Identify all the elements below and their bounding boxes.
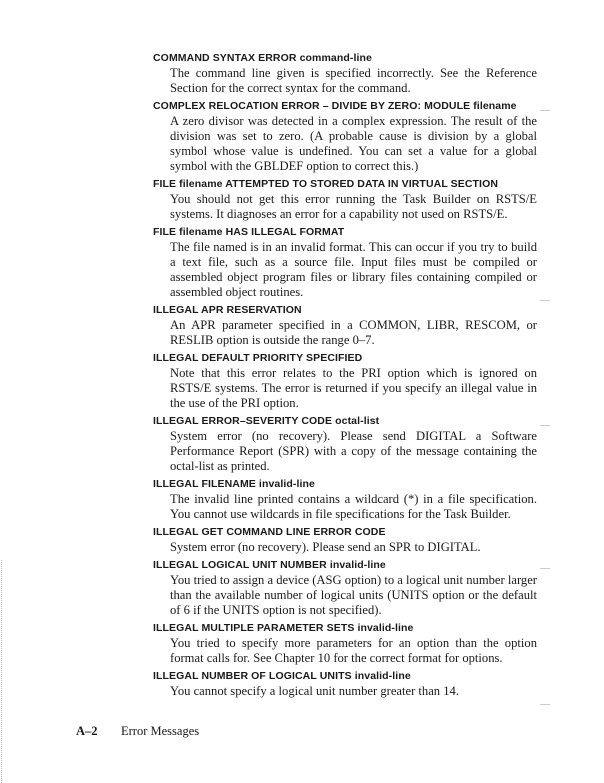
- error-entry: [153, 351, 538, 411]
- error-entry: [153, 669, 538, 699]
- section-title: Error Messages: [121, 724, 200, 738]
- error-entry: [153, 225, 538, 300]
- error-entry: [153, 621, 538, 666]
- error-description: You should not get this error running the Task Builder on RSTS/E systems. It diagnoses an error for a capability not used on RSTS/E.: [170, 192, 537, 221]
- error-heading: COMPLEX RELOCATION ERROR – DIVIDE BY ZERO: MODULE filename: [153, 100, 517, 112]
- error-description: System error (no recovery). Please send DIGITAL a Software Performance Report (SPR) with a copy of the message containing the octal-list as printed.: [170, 429, 537, 473]
- page-number: A–2: [76, 724, 98, 738]
- scan-edge: [1, 560, 3, 783]
- margin-mark: [540, 425, 550, 426]
- error-heading: FILE filename HAS ILLEGAL FORMAT: [153, 226, 345, 238]
- error-heading: ILLEGAL MULTIPLE PARAMETER SETS invalid-line: [153, 622, 414, 634]
- error-message-list: [153, 51, 538, 702]
- error-description: The file named is in an invalid format. This can occur if you try to build a text file, such as a source file. Input files must be compiled or assembled object program files or library files containing compiled or assembled object routines.: [170, 240, 537, 299]
- error-description: You tried to specify more parameters for an option than the option format calls for. See Chapter 10 for the correct format for options.: [170, 636, 537, 665]
- margin-mark: [540, 568, 550, 569]
- error-heading: FILE filename ATTEMPTED TO STORED DATA IN VIRTUAL SECTION: [153, 178, 499, 190]
- error-entry: [153, 525, 538, 555]
- error-description: The invalid line printed contains a wildcard (*) in a file specification. You cannot use wildcards in file specifications for the Task Builder.: [170, 492, 537, 521]
- error-entry: [153, 414, 538, 474]
- error-heading: ILLEGAL ERROR–SEVERITY CODE octal-list: [153, 415, 380, 427]
- error-heading: ILLEGAL LOGICAL UNIT NUMBER invalid-line: [153, 559, 386, 571]
- error-description: An APR parameter specified in a COMMON, LIBR, RESCOM, or RESLIB option is outside the range 0–7.: [170, 318, 537, 347]
- page-footer: [76, 724, 199, 739]
- error-entry: [153, 177, 538, 222]
- margin-mark: [540, 704, 550, 705]
- margin-mark: [540, 110, 550, 111]
- margin-mark: [540, 300, 550, 301]
- error-entry: [153, 51, 538, 96]
- error-description: System error (no recovery). Please send an SPR to DIGITAL.: [170, 540, 481, 554]
- error-entry: [153, 99, 538, 174]
- error-entry: [153, 477, 538, 522]
- error-description: A zero divisor was detected in a complex expression. The result of the division was set to zero. (A probable cause is division by a global symbol whose value is undefined. You can set a value for a global symbol with the GBLDEF option to correct this.): [170, 114, 537, 173]
- error-heading: ILLEGAL DEFAULT PRIORITY SPECIFIED: [153, 352, 363, 364]
- error-description: The command line given is specified incorrectly. See the Reference Section for the correct syntax for the command.: [170, 66, 537, 95]
- error-description: You tried to assign a device (ASG option) to a logical unit number larger than the available number of logical units (UNITS option or the default of 6 if the UNITS option is not specified).: [170, 573, 537, 617]
- error-heading: ILLEGAL GET COMMAND LINE ERROR CODE: [153, 526, 386, 538]
- error-heading: ILLEGAL APR RESERVATION: [153, 304, 302, 316]
- error-description: You cannot specify a logical unit number greater than 14.: [170, 684, 459, 698]
- error-entry: [153, 303, 538, 348]
- error-heading: COMMAND SYNTAX ERROR command-line: [153, 52, 372, 64]
- error-entry: [153, 558, 538, 618]
- error-heading: ILLEGAL FILENAME invalid-line: [153, 478, 315, 490]
- error-heading: ILLEGAL NUMBER OF LOGICAL UNITS invalid-line: [153, 670, 411, 682]
- error-description: Note that this error relates to the PRI option which is ignored on RSTS/E systems. The error is returned if you specify an illegal value in the use of the PRI option.: [170, 366, 537, 410]
